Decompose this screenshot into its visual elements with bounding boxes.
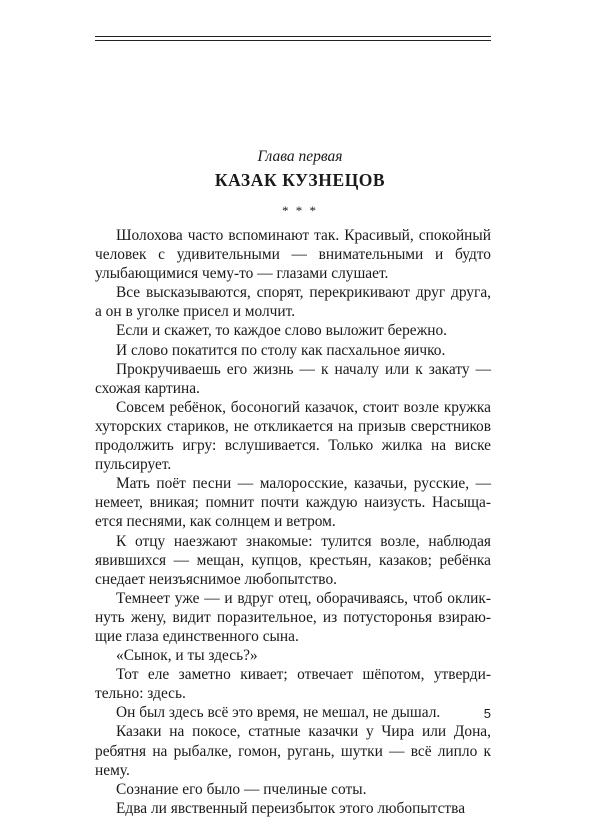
paragraph: Едва ли явственный переизбыток этого любопытства <box>116 799 466 817</box>
paragraph: К отцу наезжают знакомые: тулится возле, наблюдая явившихся — мещан, купцов, крестьян, казаков; ребёнка снедает неизъяснимое любопытство. <box>95 532 491 588</box>
paragraph: Тот еле заметно кивает; отвечает шёпотом, утвердительно: здесь. <box>95 666 491 703</box>
paragraph: Он был здесь всё это время, не мешал, не дышал. <box>116 704 441 722</box>
section-separator: * * * <box>282 203 318 218</box>
chapter-title: КАЗАК КУЗНЕЦОВ <box>214 170 386 190</box>
paragraph: Совсем ребёнок, босоногий казачок, стоит возле кружка хуторских стариков, не откликается на призыв сверстников продолжить игру: вслушивается. Только жилка на виске пульсирует. <box>95 398 491 474</box>
paragraph: Шолохова часто вспоминают так. Красивый, спокойный человек с удивительными — внимательными и будто улыбающимися чему-то — глазами слушает. <box>95 227 491 283</box>
paragraph: «Сынок, и ты здесь?» <box>116 647 258 665</box>
paragraph: Темнеет уже — и вдруг отец, оборачиваясь, чтоб окликнуть жену, видит поразительное, из потусторонья взирающие глаза единственного сына. <box>95 589 491 645</box>
paragraph: Все высказываются, спорят, перекрикивают друг друга, а он в уголке присел и молчит. <box>95 284 491 321</box>
body-text <box>95 226 491 818</box>
paragraph: Сознание его было — пчелиные соты. <box>116 780 367 798</box>
paragraph: Если и скажет, то каждое слово выложит бережно. <box>116 322 448 340</box>
page-number: 5 <box>483 706 491 721</box>
header-rule-top <box>95 36 491 37</box>
chapter-label: Глава первая <box>257 148 343 165</box>
paragraph: И слово покатится по столу как пасхальное яичко. <box>116 341 446 359</box>
paragraph: Мать поёт песни — малоросские, казачьи, русские, — немеет, вникая; помнит почти каждую наизусть. Насыщается песнями, как солнцем и ветром. <box>95 475 491 531</box>
paragraph: Прокручиваешь его жизнь — к началу или к закату — схожая картина. <box>95 360 491 397</box>
header-rule-bottom <box>95 40 491 41</box>
paragraph: Казаки на покосе, статные казачки у Чира или Дона, ребятня на рыбалке, гомон, ругань, шутки — всё липло к нему. <box>95 723 491 779</box>
